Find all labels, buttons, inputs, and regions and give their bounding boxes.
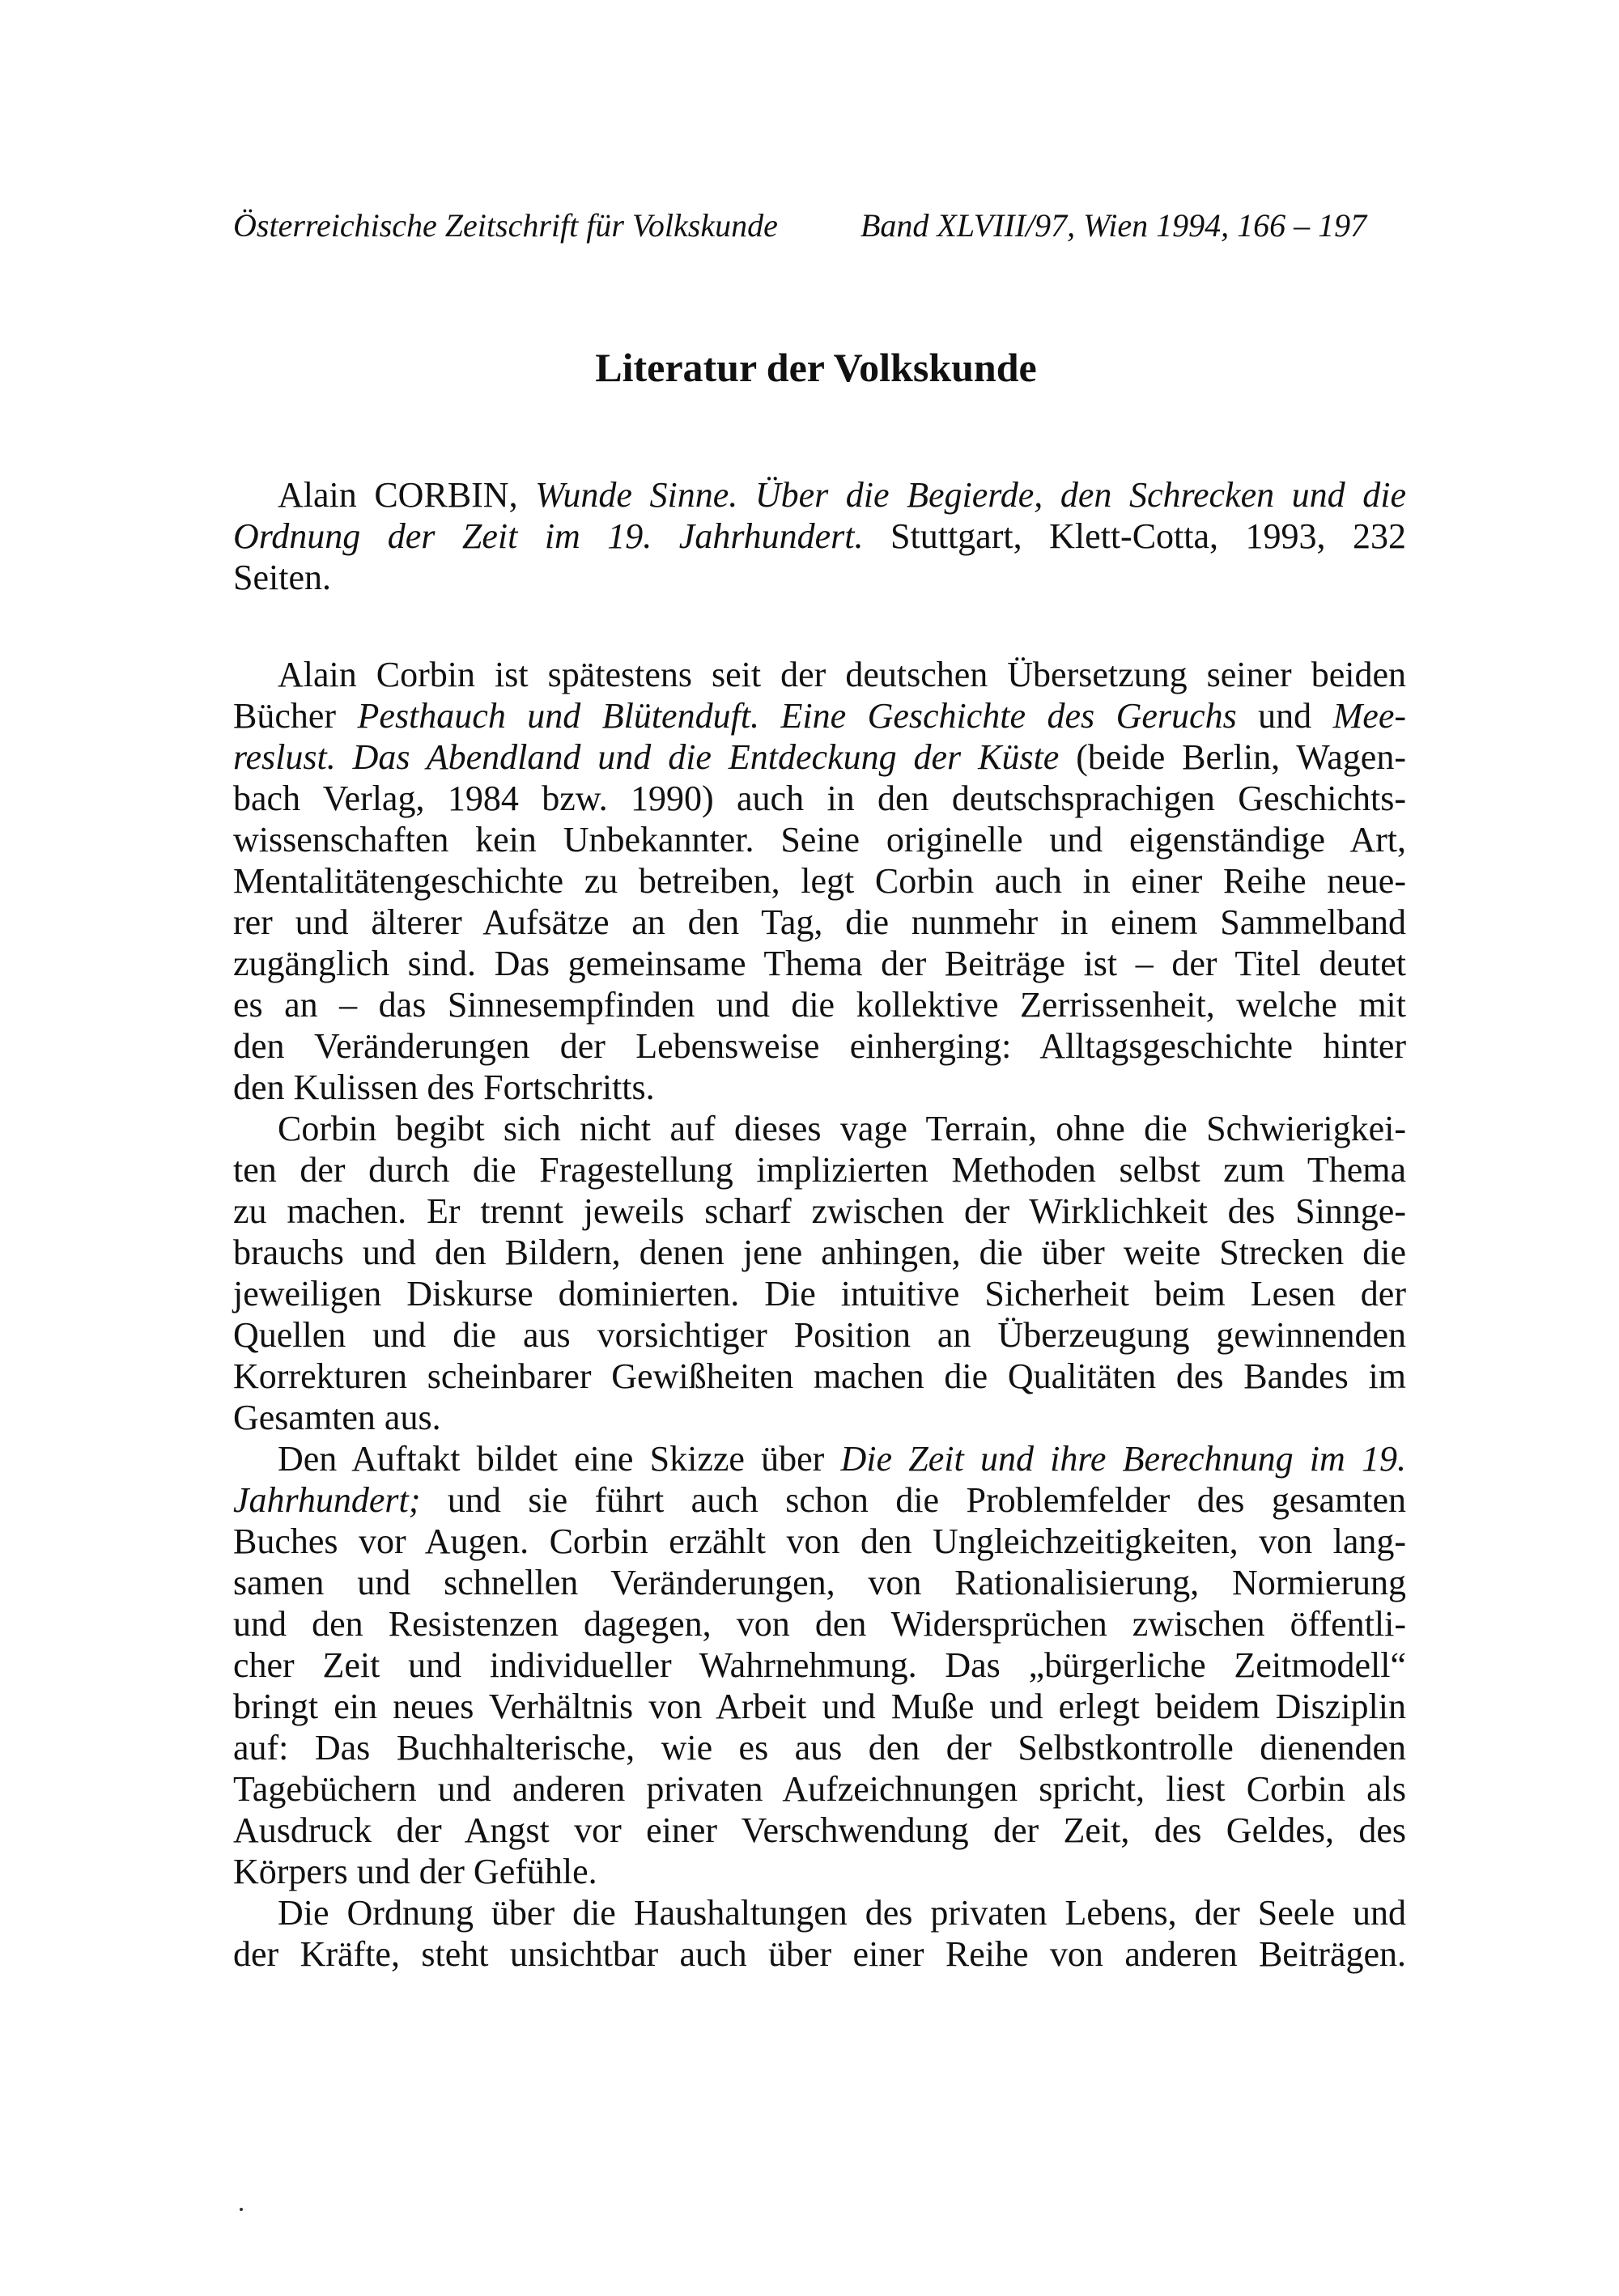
text-line (233, 1603, 1406, 1645)
volume-info: Band XLVIII/97, Wien 1994, 166 – 197 (860, 207, 1367, 244)
text-segment: Buches vor Augen. Corbin erzählt von den Ungleichzeitigkeiten, von lang- (233, 1521, 1406, 1561)
text-segment: Gesamten aus. (233, 1398, 441, 1437)
text-line (233, 1190, 1406, 1232)
text-segment: Körpers und der Gefühle. (233, 1852, 597, 1891)
book-reference (233, 474, 1406, 598)
text-line (233, 1933, 1406, 1975)
text-segment: ten der durch die Fragestellung implizierten Methoden selbst zum Thema (233, 1150, 1406, 1190)
text-line (233, 1768, 1406, 1810)
text-segment: Ausdruck der Angst vor einer Verschwendung der Zeit, des Geldes, des (233, 1810, 1406, 1850)
text-segment: Korrekturen scheinbarer Gewißheiten machen die Qualitäten des Bandes im (233, 1356, 1406, 1396)
text-line (233, 1479, 1406, 1521)
text-line (233, 1356, 1406, 1397)
text-line (233, 984, 1406, 1025)
italic-title-text: Wunde Sinne. Über die Begierde, den Schrecken und die (535, 475, 1406, 515)
text-line (233, 516, 1406, 557)
text-line (233, 1273, 1406, 1314)
text-segment: Den Auftakt bildet eine Skizze über (278, 1439, 841, 1479)
text-line (233, 1810, 1406, 1851)
text-line (233, 1438, 1406, 1479)
scan-speck (240, 2208, 243, 2211)
text-segment: samen und schnellen Veränderungen, von Rationalisierung, Normierung (233, 1563, 1406, 1602)
text-line (233, 474, 1406, 516)
text-line (233, 860, 1406, 902)
text-segment: brauchs und den Bildern, denen jene anhingen, die über weite Strecken die (233, 1233, 1406, 1272)
text-segment: Quellen und die aus vorsichtiger Position an Überzeugung gewinnenden (233, 1315, 1406, 1355)
text-line (233, 1521, 1406, 1562)
text-segment: den Veränderungen der Lebensweise einherging: Alltagsgeschichte hinter (233, 1026, 1406, 1066)
text-line (233, 819, 1406, 860)
text-segment: zugänglich sind. Das gemeinsame Thema der Beiträge ist – der Titel deutet (233, 944, 1406, 983)
text-line (233, 557, 1406, 598)
text-line (233, 1645, 1406, 1686)
text-line (233, 1686, 1406, 1727)
text-segment: Bücher (233, 696, 358, 736)
section-title: Literatur der Volkskunde (595, 345, 1037, 390)
italic-title-text: Jahrhundert; (233, 1480, 421, 1520)
text-line (233, 1851, 1406, 1892)
text-segment: wissenschaften kein Unbekannter. Seine originelle und eigenständige Art, (233, 820, 1406, 859)
text-segment: und den Resistenzen dagegen, von den Widersprüchen zwischen öffentli- (233, 1604, 1406, 1644)
text-line (233, 1397, 1406, 1438)
text-segment: es an – das Sinnesempfinden und die kollektive Zerrissenheit, welche mit (233, 985, 1406, 1025)
text-segment: jeweiligen Diskurse dominierten. Die intuitive Sicherheit beim Lesen der (233, 1274, 1406, 1314)
italic-title-text: Die Zeit und ihre Berechnung im 19. (840, 1439, 1406, 1479)
italic-title-text: Pesthauch und Blütenduft. Eine Geschichte des Geruchs (357, 696, 1237, 736)
text-segment: cher Zeit und individueller Wahrnehmung. Das „bürgerliche Zeitmodell“ (233, 1645, 1406, 1685)
text-segment: Alain Corbin ist spätestens seit der deutschen Übersetzung seiner beiden (278, 655, 1406, 694)
text-line (233, 1025, 1406, 1067)
text-line (233, 1108, 1406, 1149)
text-segment: und (1236, 696, 1333, 736)
text-segment: Die Ordnung über die Haushaltungen des privaten Lebens, der Seele und (278, 1893, 1406, 1933)
journal-name: Österreichische Zeitschrift für Volkskunde (233, 207, 778, 244)
text-line (233, 1232, 1406, 1273)
text-line (233, 1314, 1406, 1356)
text-line (233, 1892, 1406, 1933)
review-text (233, 654, 1406, 1975)
italic-title-text: reslust. Das Abendland und die Entdeckung der Küste (233, 737, 1060, 777)
text-line (233, 943, 1406, 984)
text-line (233, 1727, 1406, 1768)
text-segment: bringt ein neues Verhältnis von Arbeit und Muße und erlegt beidem Disziplin (233, 1687, 1406, 1726)
running-header (233, 205, 1406, 246)
text-segment: zu machen. Er trennt jeweils scharf zwischen der Wirklichkeit des Sinnge- (233, 1191, 1406, 1231)
text-segment: Alain CORBIN, (278, 475, 536, 515)
text-segment: bach Verlag, 1984 bzw. 1990) auch in den deutschsprachigen Geschichts- (233, 779, 1406, 818)
text-segment: der Kräfte, steht unsichtbar auch über einer Reihe von anderen Beiträgen. (233, 1934, 1406, 1974)
text-line (233, 902, 1406, 943)
text-segment: den Kulissen des Fortschritts. (233, 1067, 655, 1107)
text-line (233, 778, 1406, 819)
text-segment: (beide Berlin, Wagen- (1059, 737, 1406, 777)
text-line (233, 1149, 1406, 1190)
italic-title-text: Ordnung der Zeit im 19. Jahrhundert. (233, 516, 864, 556)
text-line (233, 695, 1406, 736)
text-segment: Seiten. (233, 558, 331, 597)
text-line (233, 654, 1406, 695)
text-segment: auf: Das Buchhalterische, wie es aus den der Selbstkontrolle dienenden (233, 1728, 1406, 1768)
text-segment: Stuttgart, Klett-Cotta, 1993, 232 (863, 516, 1406, 556)
text-line (233, 736, 1406, 778)
text-segment: Tagebüchern und anderen privaten Aufzeichnungen spricht, liest Corbin als (233, 1769, 1406, 1809)
text-segment: Corbin begibt sich nicht auf dieses vage Terrain, ohne die Schwierigkei- (278, 1109, 1406, 1148)
text-segment: und sie führt auch schon die Problemfelder des gesamten (420, 1480, 1406, 1520)
text-segment: rer und älterer Aufsätze an den Tag, die nunmehr in einem Sammelband (233, 902, 1406, 942)
italic-title-text: Mee- (1332, 696, 1407, 736)
text-line (233, 1067, 1406, 1108)
text-line (233, 1562, 1406, 1603)
text-segment: Mentalitätengeschichte zu betreiben, legt Corbin auch in einer Reihe neue- (233, 861, 1406, 901)
